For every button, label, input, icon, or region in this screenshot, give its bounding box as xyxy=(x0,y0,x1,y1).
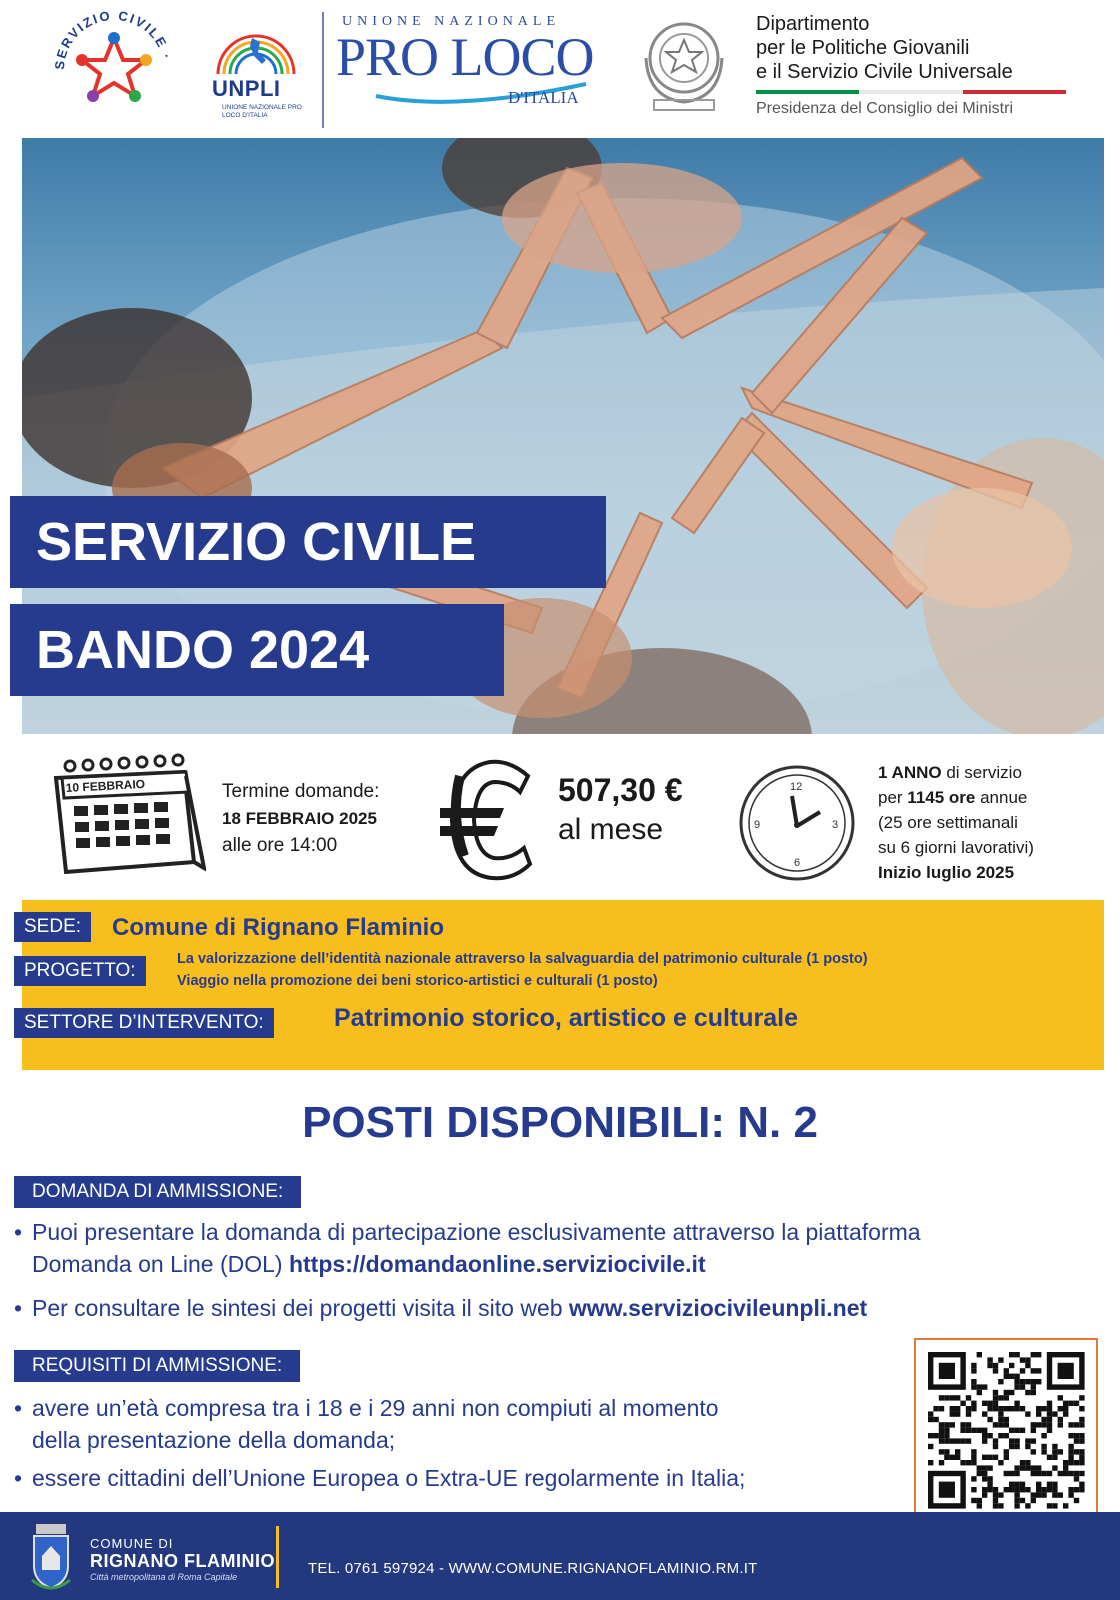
service-block xyxy=(878,760,1108,885)
footer xyxy=(0,1512,1120,1600)
weekly-line-2: su 6 giorni lavorativi) xyxy=(878,838,1034,857)
start-date: Inizio luglio 2025 xyxy=(878,863,1015,882)
requisiti-bullet-1-line-2: della presentazione della domanda; xyxy=(32,1427,396,1453)
requisiti-bullet-1: • avere un’età compresa tra i 18 e i 29 anni non compiuti al momento della presentazione della domanda; xyxy=(14,1392,894,1456)
comune-block xyxy=(90,1536,275,1582)
department-line-2: per le Politiche Giovanili xyxy=(756,37,970,59)
svg-text:9: 9 xyxy=(754,819,761,831)
scu-logo-text: SERVIZIO CIVILE · xyxy=(51,8,175,71)
service-year-rest: di servizio xyxy=(941,763,1022,782)
posti-disponibili: POSTI DISPONIBILI: N. 2 xyxy=(302,1098,818,1147)
pay-block xyxy=(558,770,718,850)
deadline-label: Termine domande: xyxy=(222,781,380,802)
footer-contact[interactable]: TEL. 0761 597924 - WWW.COMUNE.RIGNANOFLAMINIO.RM.IT xyxy=(308,1560,758,1577)
deadline-time: alle ore 14:00 xyxy=(222,835,338,856)
presidenza-text: Presidenza del Consiglio dei Ministri xyxy=(756,100,1014,117)
details-band xyxy=(22,900,1104,1070)
sede-label: SEDE: xyxy=(14,912,91,942)
domanda-bullet-2: • Per consultare le sintesi dei progetti visita il sito web www.serviziocivileunpli.net xyxy=(14,1295,868,1321)
hours-value: 1145 ore xyxy=(907,788,976,807)
pro-loco-logo xyxy=(336,12,606,122)
calendar-label: 10 FEBBRAIO xyxy=(65,776,146,795)
servizio-civile-universale-logo xyxy=(50,8,178,126)
qr-code-image xyxy=(916,1340,1096,1520)
pay-amount: 507,30 € xyxy=(558,772,683,808)
sede-value: Comune di Rignano Flaminio xyxy=(112,914,444,941)
progetto-line-2: Viaggio nella promozione dei beni storico-artistici e culturali (1 posto) xyxy=(177,973,658,989)
pro-loco-wordmark: PRO LOCO xyxy=(336,27,594,87)
italian-republic-emblem xyxy=(636,14,732,114)
requisiti-bullet-2-text: essere cittadini dell’Unione Europea o Extra-UE regolarmente in Italia; xyxy=(32,1465,746,1491)
domanda-bullet-1-line-1: Puoi presentare la domanda di partecipazione esclusivamente attraverso la piattaforma xyxy=(32,1219,921,1245)
deadline-date: 18 FEBBRAIO 2025 xyxy=(222,809,377,828)
dol-link[interactable]: https://domandaonline.serviziocivile.it xyxy=(288,1251,706,1277)
domanda-bullet-1-line-2: Domanda on Line (DOL) xyxy=(32,1251,289,1277)
service-year: 1 ANNO xyxy=(878,763,942,782)
domanda-bullet-1: • Puoi presentare la domanda di partecipazione esclusivamente attraverso la piattaforma Domanda on Line (DOL) https://domandaonline.serviziocivile.it xyxy=(14,1219,921,1277)
requisiti-bullet-1-line-1: avere un’età compresa tra i 18 e i 29 anni non compiuti al momento xyxy=(32,1395,719,1421)
qr-code[interactable] xyxy=(914,1338,1098,1522)
domanda-heading: DOMANDA DI AMMISSIONE: xyxy=(14,1176,301,1208)
progetto-line-1: La valorizzazione dell’identità nazionale attraverso la salvaguardia del patrimonio culturale (1 posto) xyxy=(177,951,868,967)
info-row xyxy=(0,740,1120,900)
unpli-subtitle: UNIONE NAZIONALE PRO LOCO D'ITALIA xyxy=(222,104,302,119)
title-bando-2024: BANDO 2024 xyxy=(10,604,504,696)
unpli-label: UNPLI xyxy=(212,76,281,101)
pro-loco-top-text: UNIONE NAZIONALE xyxy=(342,14,561,29)
deadline-block xyxy=(222,778,432,859)
hours-suffix: annue xyxy=(975,788,1028,807)
header-logos xyxy=(0,0,1120,136)
italian-flag-stripe xyxy=(756,90,1066,94)
department-line-3: e il Servizio Civile Universale xyxy=(756,61,1013,83)
unpli-logo xyxy=(208,24,308,124)
euro-icon xyxy=(440,756,540,886)
rignano-crest-icon xyxy=(28,1520,74,1594)
pro-loco-italia-text: D'ITALIA xyxy=(508,88,579,107)
svg-text:12: 12 xyxy=(790,781,803,793)
comune-di: COMUNE DI xyxy=(90,1536,174,1551)
header-divider xyxy=(322,12,324,128)
clock-icon xyxy=(736,762,858,884)
hours-prefix: per xyxy=(878,788,908,807)
requisiti-heading: REQUISITI DI AMMISSIONE: xyxy=(14,1350,300,1382)
settore-label: SETTORE D’INTERVENTO: xyxy=(14,1008,274,1038)
footer-divider xyxy=(276,1526,279,1588)
department-line-1: Dipartimento xyxy=(756,13,870,35)
pay-period: al mese xyxy=(558,813,664,846)
comune-sub: Città metropolitana di Roma Capitale xyxy=(90,1572,238,1582)
requisiti-bullet-2: • essere cittadini dell’Unione Europea o Extra-UE regolarmente in Italia; xyxy=(14,1465,746,1491)
title-servizio-civile: SERVIZIO CIVILE xyxy=(10,496,606,588)
department-block xyxy=(756,12,1096,118)
unpli-site-link[interactable]: www.serviziocivileunpli.net xyxy=(568,1295,868,1321)
svg-text:6: 6 xyxy=(794,857,801,869)
comune-name: RIGNANO FLAMINIO xyxy=(90,1551,275,1571)
progetto-label: PROGETTO: xyxy=(14,956,146,986)
domanda-bullet-2-text: Per consultare le sintesi dei progetti visita il sito web xyxy=(32,1295,569,1321)
settore-value: Patrimonio storico, artistico e culturale xyxy=(334,1004,799,1032)
calendar-icon xyxy=(36,750,206,880)
weekly-line-1: (25 ore settimanali xyxy=(878,813,1018,832)
svg-text:3: 3 xyxy=(832,819,839,831)
